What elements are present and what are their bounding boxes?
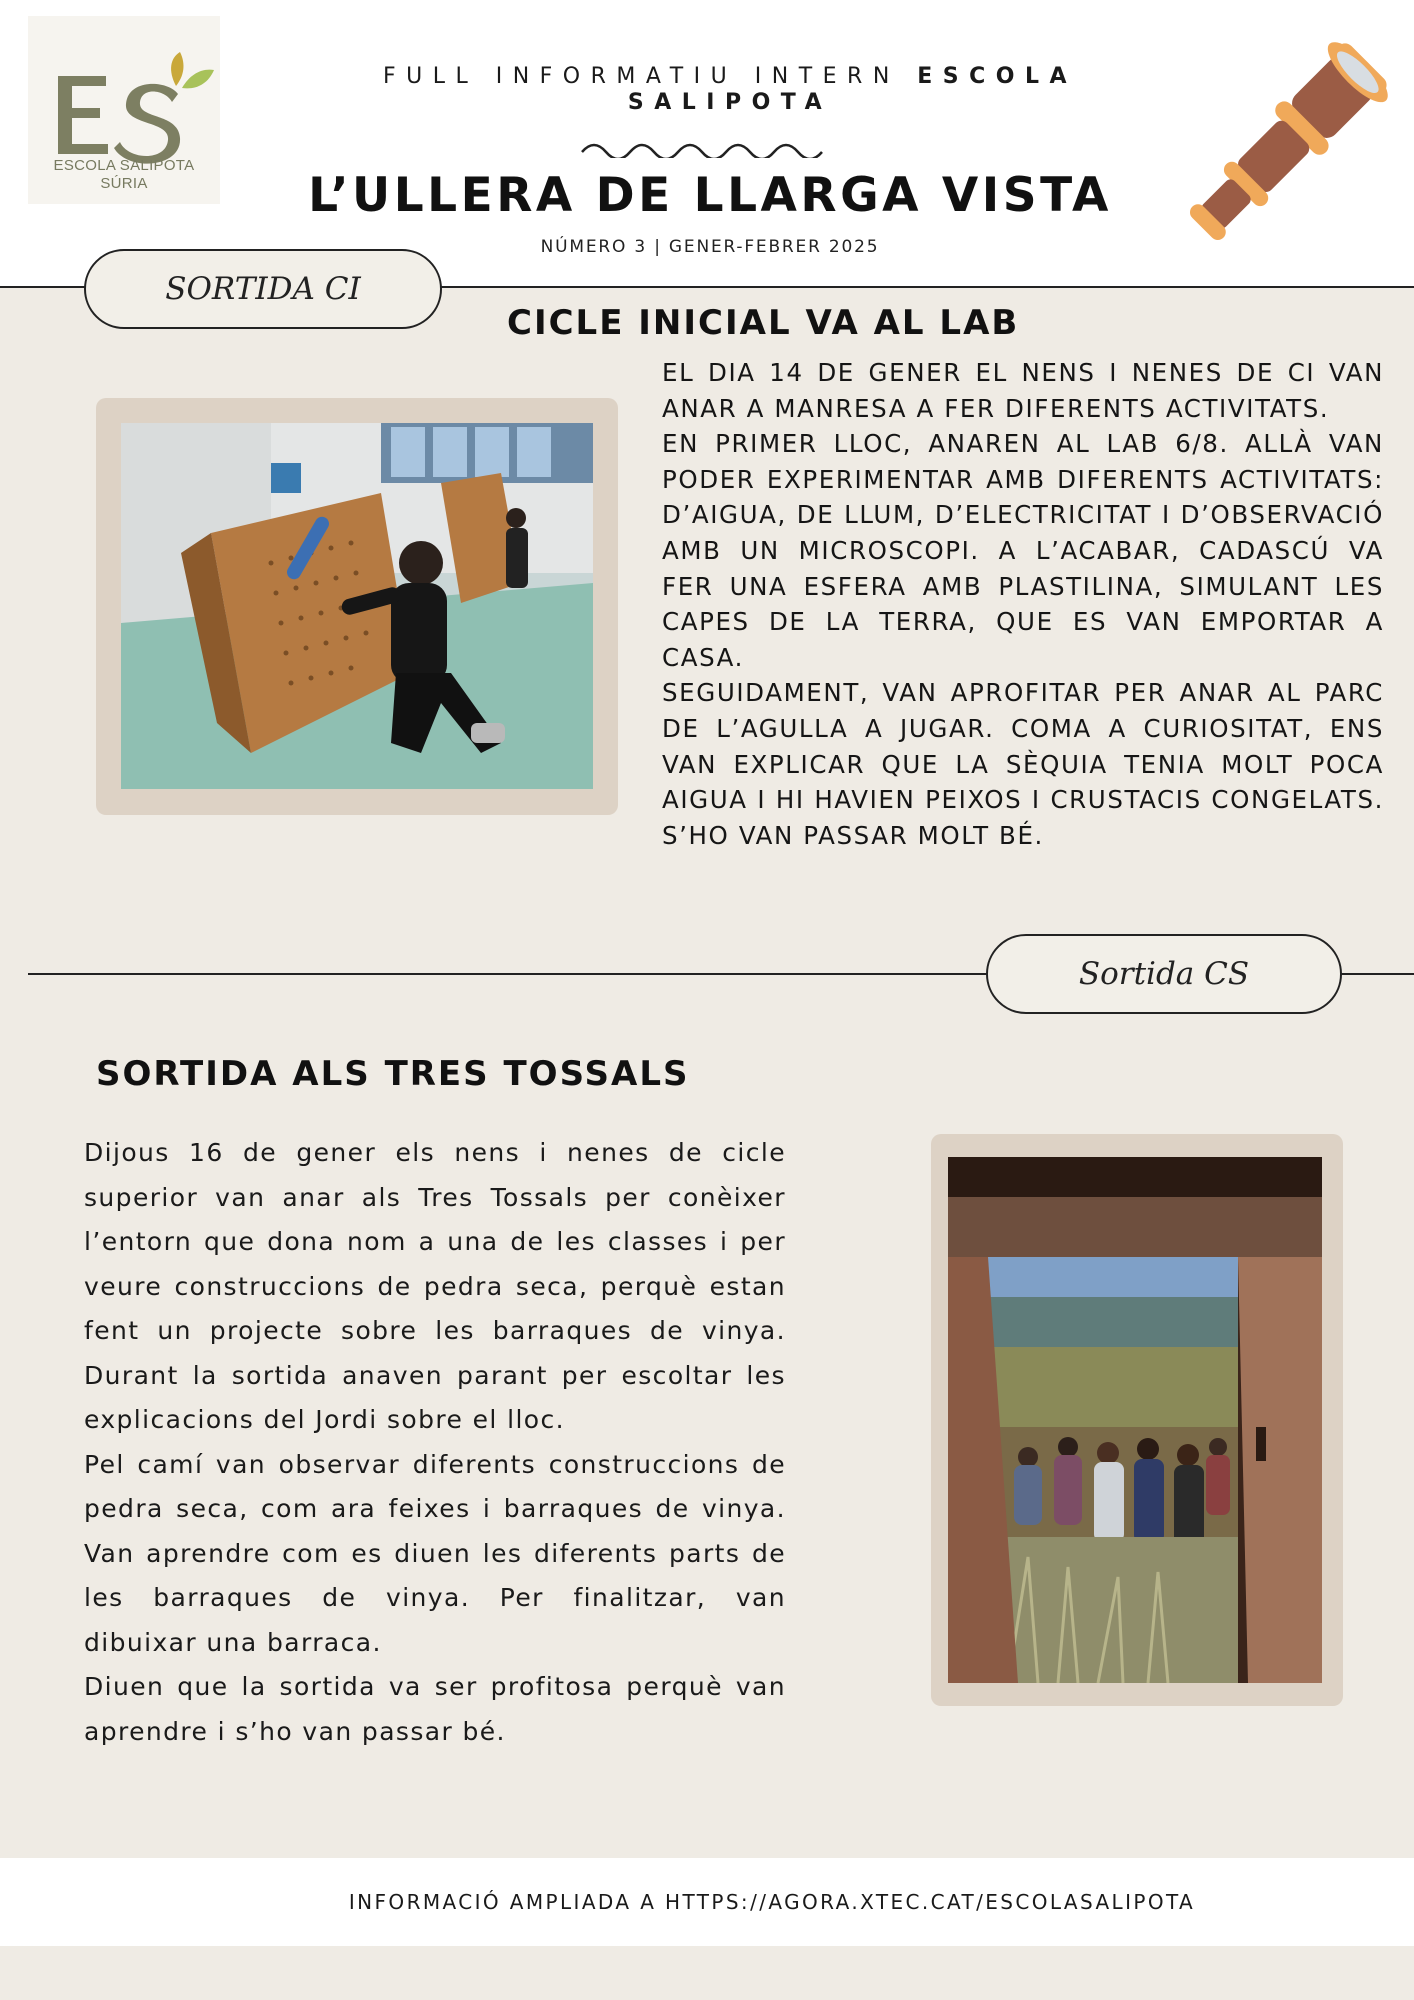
leaf-icon <box>182 70 214 89</box>
stone-hut-doorway-photo <box>948 1157 1322 1683</box>
section-cs-paragraph: Diuen que la sortida va ser profitosa perquè van aprendre i s’ho van passar bé. <box>84 1672 786 1746</box>
kicker-regular: FULL INFORMATIU INTERN <box>382 64 900 89</box>
school-logo <box>28 16 220 204</box>
footer-link-text[interactable]: INFORMACIÓ AMPLIADA A HTTPS://AGORA.XTEC.CAT/ESCOLASALIPOTA <box>348 1890 1196 1914</box>
section-ci-paragraph: EL DIA 14 DE GENER EL NENS I NENES DE CI VAN ANAR A MANRESA A FER DIFERENTS ACTIVITATS. <box>662 358 1384 423</box>
section-divider-right <box>1340 973 1414 975</box>
section-divider <box>28 973 988 975</box>
section-cs-paragraph: Pel camí van observar diferents construccions de pedra seca, com ara feixes i barraques de vinya. Van aprendre com es diuen les diferents parts de les barraques de vinya. Per finalitzar, van dibuixar una barraca. <box>84 1449 786 1657</box>
section-ci-body <box>662 355 1384 853</box>
section-tag-ci <box>84 249 442 329</box>
footer <box>0 1858 1414 1946</box>
section-cs-body <box>84 1131 786 1754</box>
logo-town: SÚRIA <box>100 175 148 192</box>
issue-number: NÚMERO 3 | GENER-FEBRER 2025 <box>540 237 880 257</box>
section-cs-paragraph: Dijous 16 de gener els nens i nenes de cicle superior van anar als Tres Tossals per conèixer l’entorn que dona nom a una de les classes i per veure construccions de pedra seca, perquè estan fent un projecte sobre les barraques de vinya. Durant la sortida anaven parant per escoltar les explicacions del Jordi sobre el lloc. <box>84 1138 786 1434</box>
telescope-icon <box>1160 30 1400 270</box>
section-ci-photo-frame <box>96 398 618 815</box>
newsletter-title: L’ULLERA DE LLARGA VISTA <box>308 168 1112 223</box>
section-tag-cs <box>986 934 1342 1014</box>
section-ci-paragraph: SEGUIDAMENT, VAN APROFITAR PER ANAR AL PARC DE L’AGULLA A JUGAR. COMA A CURIOSITAT, ENS VAN EXPLICAR QUE LA SÈQUIA TENIA MOLT POCA AIGUA I HI HAVIEN PEIXOS I CRUSTACIS CONGELATS. S’HO VAN PASSAR MOLT BÉ. <box>662 678 1384 850</box>
section-tag-ci-label: SORTIDA CI <box>165 271 361 307</box>
bottom-strip <box>0 1946 1414 2000</box>
newsletter-kicker <box>330 64 1130 116</box>
section-ci-heading: CICLE INICIAL VA AL LAB <box>507 303 1020 343</box>
section-cs-photo-frame <box>931 1134 1343 1706</box>
leaf-icon <box>171 52 183 86</box>
child-at-pegboard-photo <box>121 423 593 789</box>
logo-school-name: ESCOLA SALIPOTA <box>53 157 195 174</box>
section-cs-heading: SORTIDA ALS TRES TOSSALS <box>96 1054 690 1094</box>
kicker-bold: ESCOLA SALIPOTA <box>627 64 1078 115</box>
section-tag-cs-label: Sortida CS <box>1078 956 1250 992</box>
section-ci-paragraph: EN PRIMER LLOC, ANAREN AL LAB 6/8. ALLÀ VAN PODER EXPERIMENTAR AMB DIFERENTS ACTIVITATS: D’AIGUA, DE LLUM, D’ELECTRICITAT I D’OBSERVACIÓ AMB UN MICROSCOPI. A L’ACABAR, CADASCÚ VA FER UNA ESFERA AMB PLASTILINA, SIMULANT LES CAPES DE LA TERRA, QUE ES VAN EMPORTAR A CASA. <box>662 429 1384 672</box>
wave-divider-icon <box>580 136 830 158</box>
